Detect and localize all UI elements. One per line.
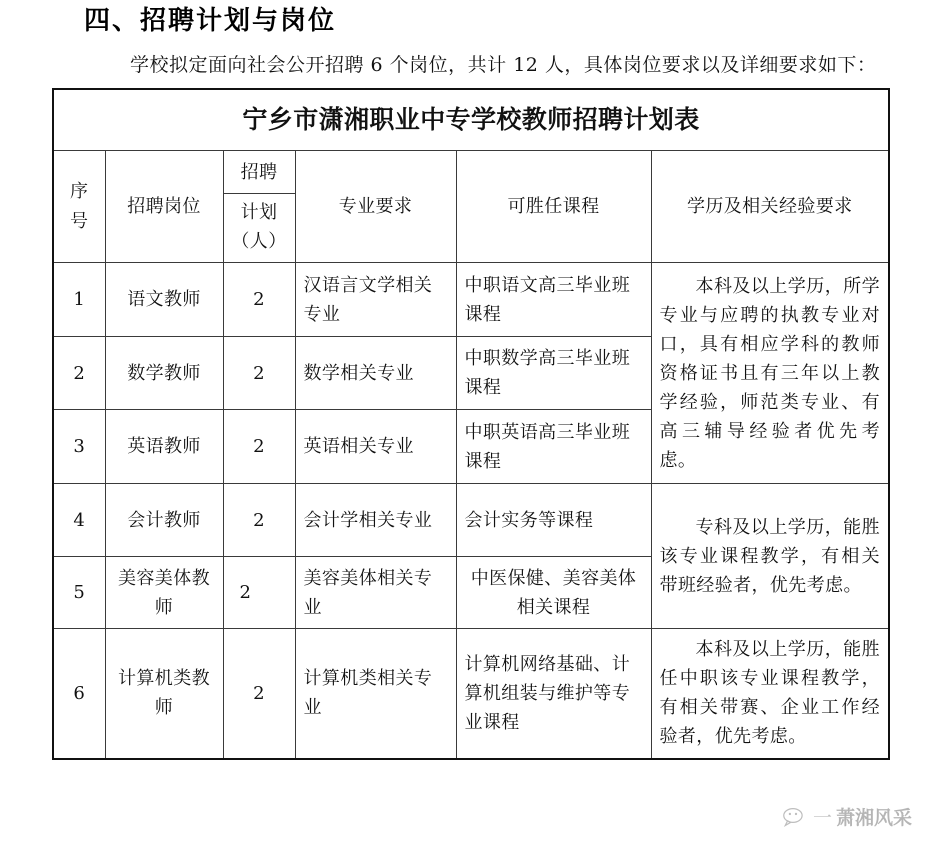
cell-post: 数学教师 [105, 337, 223, 410]
cell-plan: 2 [223, 337, 295, 410]
watermark-text: 萧湘风采 [836, 807, 913, 829]
header-major: 专业要求 [295, 151, 456, 263]
table-title-row [53, 89, 889, 151]
watermark [783, 803, 912, 830]
cell-seq: 6 [53, 629, 105, 759]
cell-major: 会计学相关专业 [295, 484, 456, 557]
cell-course: 中医保健、美容美体相关课程 [456, 557, 651, 629]
cell-course: 中职英语高三毕业班课程 [456, 410, 651, 484]
cell-post: 会计教师 [105, 484, 223, 557]
cell-seq: 3 [53, 410, 105, 484]
cell-post: 英语教师 [105, 410, 223, 484]
wechat-chat-icon [783, 807, 809, 827]
watermark-dash: 一 [813, 807, 833, 829]
header-seq-line1: 序 [70, 180, 89, 202]
table-row [53, 484, 889, 557]
cell-seq: 1 [53, 263, 105, 337]
cell-requirement: 本科及以上学历，能胜任中职该专业课程教学，有相关带赛、企业工作经验者，优先考虑。 [651, 629, 889, 759]
table-row [53, 263, 889, 337]
cell-requirement: 本科及以上学历，所学专业与应聘的执教专业对口，具有相应学科的教师资格证书且有三年以上教学经验，师范类专业、有高三辅导经验者优先考虑。 [651, 263, 889, 484]
cell-post: 计算机类教师 [105, 629, 223, 759]
cell-requirement: 专科及以上学历，能胜该专业课程教学，有相关带班经验者，优先考虑。 [651, 484, 889, 629]
recruitment-plan-table [52, 88, 890, 760]
cell-major: 数学相关专业 [295, 337, 456, 410]
header-plan-bottom-line1: 计划 [240, 202, 278, 223]
table-header-row [53, 151, 889, 263]
header-plan [223, 151, 295, 263]
header-seq [53, 151, 105, 263]
cell-major: 汉语言文学相关专业 [295, 263, 456, 337]
cell-plan: 2 [223, 484, 295, 557]
table-title: 宁乡市潇湘职业中专学校教师招聘计划表 [53, 89, 889, 151]
header-requirement: 学历及相关经验要求 [651, 151, 889, 263]
cell-course: 会计实务等课程 [456, 484, 651, 557]
cell-course: 中职数学高三毕业班课程 [456, 337, 651, 410]
header-plan-bottom [224, 194, 295, 262]
cell-major: 计算机类相关专业 [295, 629, 456, 759]
header-post: 招聘岗位 [105, 151, 223, 263]
cell-course: 计算机网络基础、计算机组装与维护等专业课程 [456, 629, 651, 759]
section-heading: 四、招聘计划与岗位 [84, 6, 337, 36]
header-seq-line2: 号 [70, 210, 89, 232]
cell-plan: 2 [223, 629, 295, 759]
intro-paragraph: 学校拟定面向社会公开招聘 6 个岗位，共计 12 人，具体岗位要求以及详细要求如下： [130, 54, 877, 76]
recruitment-table-container [52, 88, 888, 760]
cell-plan: 2 [223, 557, 295, 629]
cell-plan: 2 [223, 410, 295, 484]
header-plan-top: 招聘 [224, 151, 295, 194]
cell-plan: 2 [223, 263, 295, 337]
header-plan-bottom-line2: （人） [231, 231, 287, 252]
cell-seq: 4 [53, 484, 105, 557]
cell-major: 英语相关专业 [295, 410, 456, 484]
table-row [53, 629, 889, 759]
cell-post: 语文教师 [105, 263, 223, 337]
cell-post: 美容美体教师 [105, 557, 223, 629]
header-course: 可胜任课程 [456, 151, 651, 263]
cell-course: 中职语文高三毕业班课程 [456, 263, 651, 337]
cell-seq: 2 [53, 337, 105, 410]
cell-seq: 5 [53, 557, 105, 629]
cell-major: 美容美体相关专业 [295, 557, 456, 629]
